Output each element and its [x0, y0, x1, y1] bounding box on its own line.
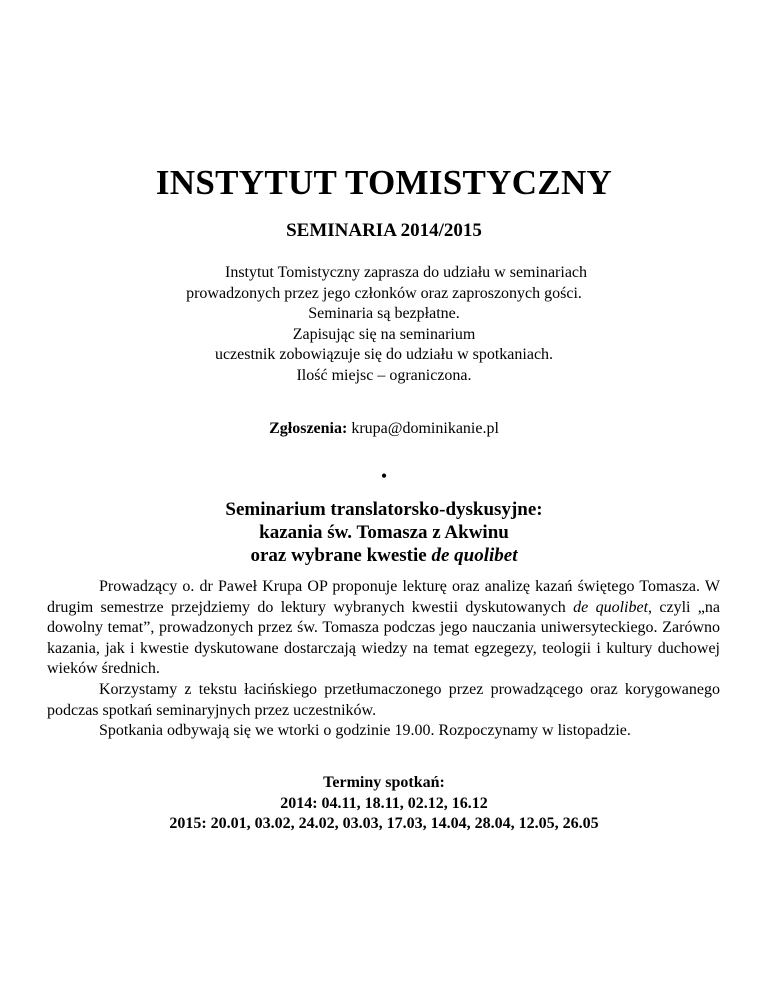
intro-line: Ilość miejsc – ograniczona. — [296, 366, 472, 384]
meeting-dates-2014: 2014: 04.11, 18.11, 02.12, 16.12 — [280, 794, 488, 812]
description-paragraph: Korzystamy z tekstu łacińskiego przetłumaczonego przez prowadzącego oraz korygowanego podczas spotkań seminaryjnych przez uczestników. — [47, 680, 720, 719]
description-paragraph — [47, 577, 720, 680]
contact-email: krupa@dominikanie.pl — [351, 420, 499, 437]
intro-line: Instytut Tomistyczny zaprasza do udziału w seminariach — [224, 264, 588, 281]
paragraph-text: Prowadzący o. dr Paweł Krupa OP proponuje lekturę oraz analizę kazań świętego Tomasza. W drugim semestrze przejdziemy do lektury wybranych kwestii dyskutowanych — [47, 578, 720, 616]
seminar-title-line — [0, 544, 768, 567]
intro-line: prowadzonych przez jego członków oraz zaproszonych gości. — [186, 284, 582, 302]
paragraph-text: , czyli „na dowolny temat”, prowadzonych przez św. Tomasza podczas jego nauczania uniwersyteckiego. Zarówno kazania, jak i kwestie dyskutowane dostarczają wiedzy na temat egzegezy, teologii i kultury duchowej wieków średnich. — [47, 598, 721, 678]
page-subtitle: SEMINARIA 2014/2015 — [286, 220, 482, 241]
seminar-description — [47, 577, 720, 742]
seminar-title-prefix: oraz wybrane kwestie — [250, 545, 432, 566]
seminar-title-italic: de quolibet — [431, 545, 518, 566]
meeting-dates-2015: 2015: 20.01, 03.02, 24.02, 03.03, 17.03, 14.04, 28.04, 12.05, 26.05 — [169, 815, 599, 833]
seminar-title-line: Seminarium translatorsko-dyskusyjne: — [225, 499, 543, 520]
paragraph-italic: de quolibet — [573, 598, 649, 616]
contact-label: Zgłoszenia: — [269, 420, 348, 437]
description-paragraph: Spotkania odbywają się we wtorki o godzinie 19.00. Rozpoczynamy w listopadzie. — [99, 722, 631, 740]
seminar-title-line: kazania św. Tomasza z Akwinu — [259, 522, 509, 543]
bullet-separator: • — [380, 466, 388, 486]
meeting-dates-heading: Terminy spotkań: — [323, 774, 445, 791]
intro-line: Seminaria są bezpłatne. — [308, 305, 460, 323]
intro-line: Zapisując się na seminarium — [292, 325, 476, 343]
intro-line: uczestnik zobowiązuje się do udziału w spotkaniach. — [214, 346, 554, 364]
contact-line — [0, 419, 768, 439]
intro-text — [100, 263, 668, 387]
meeting-dates — [0, 773, 768, 835]
page-title: INSTYTUT TOMISTYCZNY — [155, 163, 613, 202]
seminar-title — [0, 498, 768, 567]
